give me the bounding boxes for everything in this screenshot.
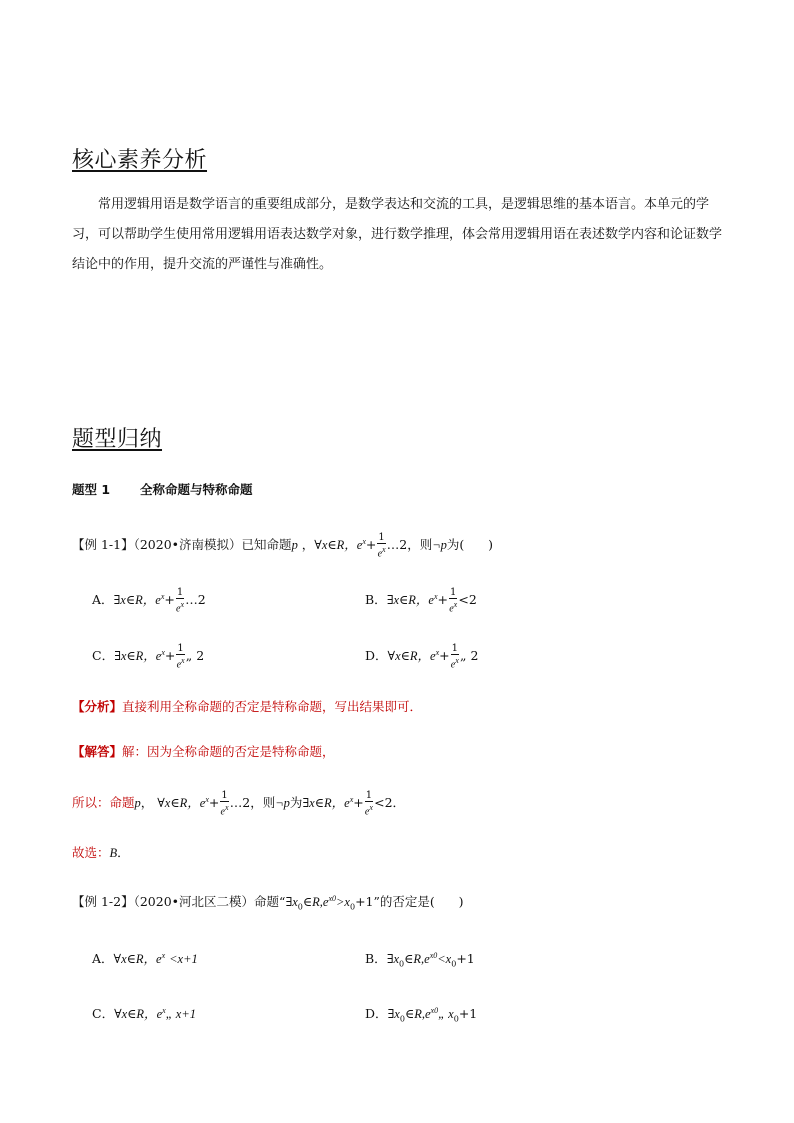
option-c <box>92 643 204 670</box>
example-tag: 【例 1-1】 <box>72 537 134 553</box>
forall-clause: ∀x∈R， <box>157 796 200 811</box>
option-a <box>92 587 206 614</box>
example-tag: 【例 1-2】 <box>72 894 134 909</box>
sub-zero: 0 <box>399 959 405 969</box>
prop-exists: ∃x <box>285 895 298 909</box>
neg-p: ¬p <box>275 796 290 811</box>
relation: …2 <box>386 537 408 553</box>
frac-den-x: x <box>382 545 386 554</box>
option-c-2 <box>92 1004 196 1022</box>
frac-den-x: x <box>224 803 229 812</box>
exp-x: x <box>362 537 366 547</box>
frac-num: 1 <box>177 643 184 654</box>
relation: …2 <box>229 795 251 811</box>
choose-value: B <box>109 846 118 860</box>
exp-x: x <box>349 795 354 805</box>
then-text: ，则 <box>407 537 433 553</box>
exp-x: x <box>161 648 165 658</box>
option-rest: ∈R,e <box>404 952 430 966</box>
frac-den-e: e <box>176 659 182 671</box>
option-quant: ∃x <box>386 952 400 966</box>
frac-den <box>176 599 184 614</box>
analysis-line <box>72 697 422 715</box>
question-type-label: 题型 1 <box>72 482 111 497</box>
exp-x: x <box>435 648 440 658</box>
example-1-2-stem <box>72 892 464 912</box>
frac-den-e: e <box>176 603 181 615</box>
period: ． <box>392 795 406 811</box>
question-type-name: 全称命题与特称命题 <box>140 482 253 497</box>
option-d <box>365 643 478 670</box>
comma: ， <box>140 795 154 811</box>
analysis-tag: 【分析】 <box>72 699 123 714</box>
frac-num: 1 <box>450 587 457 598</box>
so-text: 所以：命题 <box>72 795 135 811</box>
frac-den-x: x <box>369 803 373 812</box>
fraction <box>176 643 184 670</box>
section-title-question-types: 题型归纳 <box>72 427 163 452</box>
option-relation: <x <box>437 952 452 966</box>
example-source: （2020•济南模拟） <box>133 537 242 553</box>
e-base: e <box>155 593 161 608</box>
plus-sign: + <box>365 537 377 553</box>
fraction <box>176 587 184 614</box>
option-relation: <2 <box>458 592 477 608</box>
var-p: p <box>134 796 141 811</box>
frac-den-x: x <box>453 600 458 609</box>
answer-line <box>72 742 335 760</box>
option-letter: B． <box>365 592 387 608</box>
frac-den-e: e <box>450 659 456 671</box>
neg-p: ¬p <box>432 538 447 553</box>
period: ． <box>117 845 130 860</box>
option-quant: ∀x∈R， <box>113 952 157 966</box>
fraction <box>377 532 385 559</box>
plus-one: +1 <box>355 894 374 909</box>
example-source: （2020•河北区二模） <box>133 894 255 909</box>
option-quant: ∃x∈R， <box>113 593 156 608</box>
frac-den-x: x <box>180 600 185 609</box>
sub-zero: 0 <box>399 1014 405 1024</box>
frac-den <box>451 655 459 670</box>
option-quant: ∀x∈R， <box>114 1007 157 1021</box>
frac-num: 1 <box>365 790 373 801</box>
option-relation: „ x <box>438 1007 454 1021</box>
option-letter: C． <box>92 648 115 664</box>
frac-num: 1 <box>176 587 184 598</box>
var-p: p <box>291 538 298 553</box>
fraction <box>449 587 457 614</box>
frac-den <box>220 802 228 817</box>
frac-den-x: x <box>181 656 185 665</box>
option-letter: C． <box>92 1006 115 1021</box>
plus-sign: + <box>439 648 450 664</box>
choose-line <box>72 843 130 861</box>
option-relation: <x+1 <box>169 952 198 966</box>
option-letter: A． <box>92 592 114 608</box>
frac-den <box>365 802 373 817</box>
core-literacy-paragraph: 常用逻辑用语是数学语言的重要组成部分，是数学表达和交流的工具，是逻辑思维的基本语言。本单元的学习，可以帮助学生使用常用逻辑用语表达数学对象，进行数学推理，体会常用逻辑用语在表述数学内容和论证数学结论中的作用，提升交流的严谨性与准确性。 <box>72 197 723 272</box>
e-base: e <box>344 796 350 811</box>
frac-den-e: e <box>220 806 225 818</box>
e-base: e <box>356 538 363 553</box>
plus-sign: + <box>353 795 364 811</box>
frac-den-x: x <box>455 656 459 665</box>
plus-sign: + <box>437 592 449 608</box>
option-rest: ∈R,e <box>404 1007 431 1021</box>
paren-close: ) <box>488 537 494 553</box>
option-letter: B． <box>365 951 387 966</box>
frac-num: 1 <box>451 643 458 654</box>
example-1-1-stem: 【例 1-1】（2020•济南模拟）已知命题p ，∀x∈R，$e^x+$ $\frac{1}{e^x}$ …2，则¬p为( ) <box>72 532 494 560</box>
sub-zero: 0 <box>451 959 457 969</box>
sub-zero: 0 <box>297 902 303 912</box>
stem-text: 命题“ <box>254 894 286 909</box>
plus-sign: + <box>208 795 220 811</box>
sub-zero: 0 <box>349 902 356 912</box>
exp-x: x <box>205 795 209 805</box>
frac-den-e: e <box>377 548 383 560</box>
plus-sign: + <box>164 592 175 608</box>
answer-text: 解：因为全称命题的否定是特称命题， <box>122 744 335 759</box>
option-letter: A． <box>92 951 114 966</box>
option-b-2 <box>365 949 475 969</box>
choose-label: 故选： <box>72 845 110 860</box>
option-relation: „ 2 <box>185 648 205 664</box>
stem-text: 已知命题 <box>241 537 292 553</box>
option-relation: …2 <box>185 592 206 608</box>
frac-num: 1 <box>378 532 385 543</box>
option-b <box>365 587 477 614</box>
frac-den-e: e <box>364 806 370 818</box>
option-a-2 <box>92 949 198 967</box>
exp-x: x <box>161 950 166 960</box>
option-relation: „ x+1 <box>165 1007 196 1021</box>
e-base: e <box>430 649 436 664</box>
e-base: e <box>156 1007 163 1021</box>
prop-in-r: ∈R,e <box>302 895 329 909</box>
analysis-text: 直接利用全称命题的否定是特称命题，写出结果即可． <box>122 699 423 714</box>
prop-gt: >x <box>336 895 350 909</box>
frac-den <box>377 544 385 559</box>
exp-x: x <box>160 592 165 602</box>
relation: <2 <box>374 795 393 811</box>
fraction <box>365 790 373 817</box>
e-base: e <box>428 593 434 608</box>
stem-text-b: ”的否定是( <box>373 894 435 909</box>
section-title-core-literacy: 核心素养分析 <box>72 148 208 173</box>
plus-one: +1 <box>456 951 475 966</box>
is-text: 为( <box>446 537 465 553</box>
plus-one: +1 <box>458 1006 478 1021</box>
option-letter: D． <box>365 1006 388 1021</box>
frac-den-e: e <box>449 603 454 615</box>
exp-x: x <box>162 1005 166 1015</box>
then-text: ，则 <box>250 795 276 811</box>
option-quant: ∃x∈R， <box>114 649 156 664</box>
sub-zero: 0 <box>453 1014 459 1024</box>
is-text: 为 <box>289 795 303 811</box>
conclusion-line <box>72 790 405 817</box>
exists-clause: ∃x∈R， <box>302 796 345 811</box>
option-quant: ∃x∈R， <box>386 593 429 608</box>
option-quant: ∀x∈R， <box>387 649 431 664</box>
fraction <box>220 790 228 817</box>
frac-den <box>449 599 457 614</box>
forall-clause: ∀x∈R， <box>314 538 357 553</box>
exp-x0: x0 <box>429 950 438 960</box>
frac-den <box>176 655 184 670</box>
exp-x0: x0 <box>328 893 336 903</box>
option-letter: D． <box>365 648 388 664</box>
frac-num: 1 <box>221 790 228 801</box>
e-base: e <box>156 952 162 966</box>
paren-close: ) <box>458 894 464 909</box>
option-quant: ∃x <box>387 1007 400 1021</box>
exp-x: x <box>433 592 438 602</box>
answer-tag: 【解答】 <box>72 744 123 759</box>
option-d-2 <box>365 1004 477 1024</box>
e-base: e <box>199 796 206 811</box>
fraction <box>451 643 459 670</box>
option-relation: „ 2 <box>460 648 479 664</box>
plus-sign: + <box>164 648 176 664</box>
exp-x0: x0 <box>430 1005 439 1015</box>
e-base: e <box>155 649 162 664</box>
